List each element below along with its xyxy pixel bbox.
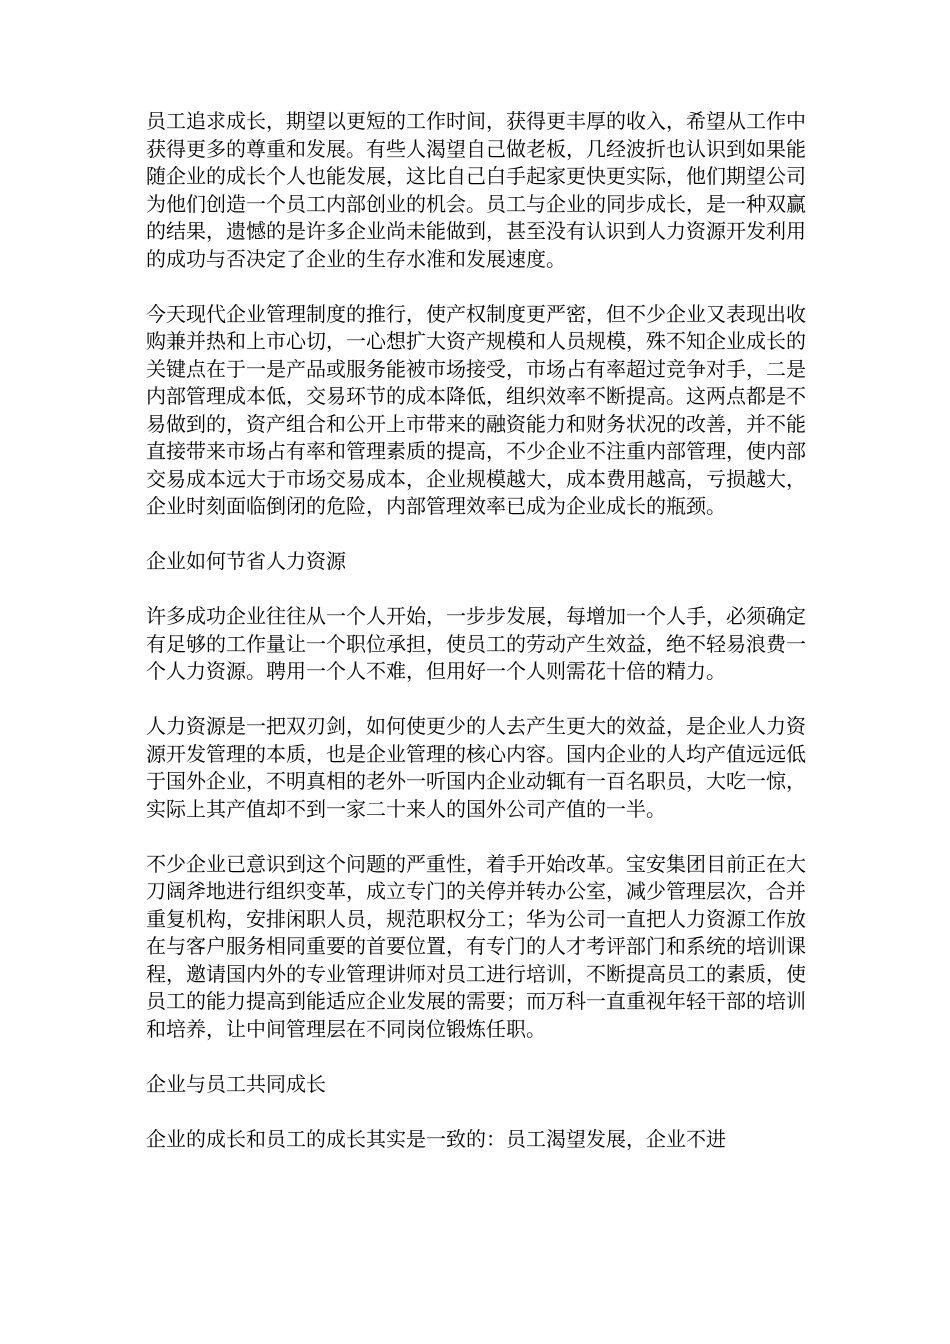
paragraph-modern-management: 今天现代企业管理制度的推行，使产权制度更严密，但不少企业又表现出收购兼并热和上市心切，一心想扩大资产规模和人员规模，殊不知企业成长的关键点在于一是产品或服务能被市场接受，市场占有率超过竞争对手，二是内部管理成本低，交易环节的成本降低，组织效率不断提高。这两点都是不易做到的，资产组合和公开上市带来的融资能力和财务状况的改善，并不能直接带来市场占有率和管理素质的提高，不少企业不注重内部管理，使内部交易成本远大于市场交易成本，企业规模越大，成本费用越高，亏损越大，企业时刻面临倒闭的危险，内部管理效率已成为企业成长的瓶颈。 [146, 301, 806, 518]
section-heading-grow-together: 企业与员工共同成长 [146, 1071, 326, 1096]
paragraph-hr-double-edged: 人力资源是一把双刃剑，如何使更少的人去产生更大的效益，是企业人力资源开发管理的本质，也是企业管理的核心内容。国内企业的人均产值远远低于国外企业，不明真相的老外一听国内企业动辄有一百名职员，大吃一惊，实际上其产值却不到一家二十来人的国外公司产值的一半。 [146, 714, 806, 821]
document-page [146, 108, 806, 1153]
paragraph-employee-growth: 员工追求成长，期望以更短的工作时间，获得更丰厚的收入，希望从工作中获得更多的尊重和发展。有些人渴望自己做老板，几经波折也认识到如果能随企业的成长个人也能发展，这比自己白手起家更快更实际，他们期望公司为他们创造一个员工内部创业的机会。员工与企业的同步成长，是一种双赢的结果，遗憾的是许多企业尚未能做到，甚至没有认识到人力资源开发利用的成功与否决定了企业的生存水准和发展速度。 [146, 109, 806, 271]
paragraph-reform-examples: 不少企业已意识到这个问题的严重性，着手开始改革。宝安集团目前正在大刀阔斧地进行组织变革，成立专门的关停并转办公室，减少管理层次，合并重复机构，安排闲职人员，规范职权分工；华为公司一直把人力资源工作放在与客户服务相同重要的首要位置，有专门的人才考评部门和系统的培训课程，邀请国内外的专业管理讲师对员工进行培训，不断提高员工的素质，使员工的能力提高到能适应企业发展的需要；而万科一直重视年轻干部的培训和培养，让中间管理层在不同岗位锻炼任职。 [146, 851, 806, 1041]
section-heading-save-hr: 企业如何节省人力资源 [146, 549, 346, 573]
paragraph-growth-consistent: 企业的成长和员工的成长其实是一致的：员工渴望发展，企业不进 [146, 1126, 726, 1151]
paragraph-successful-companies: 许多成功企业往往从一个人开始，一步步发展，每增加一个人手，必须确定有足够的工作量让一个职位承担，使员工的劳动产生效益，绝不轻易浪费一个人力资源。聘用一个人不难，但用好一个人则需花十倍的精力。 [146, 604, 806, 683]
